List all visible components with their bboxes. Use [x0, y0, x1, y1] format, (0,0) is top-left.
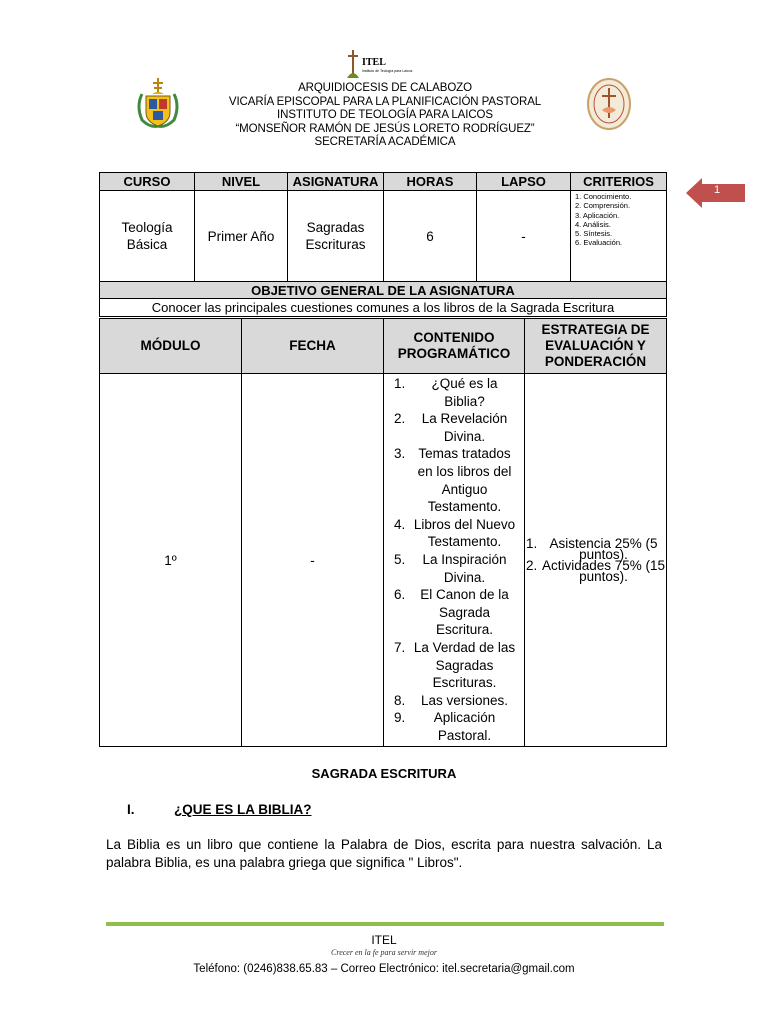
objective-title: OBJETIVO GENERAL DE LA ASIGNATURA [100, 282, 667, 299]
criterio-item: 2. Comprensión. [575, 201, 631, 211]
chapter-heading [127, 802, 312, 817]
estrategia-item: 1. Asistencia 25% (5 puntos). [541, 538, 666, 560]
contenido-item: 7. La Verdad de las Sagradas Escrituras. [409, 639, 518, 692]
institute-seal-logo [584, 76, 634, 132]
criterio-item: 1. Conocimiento. [575, 192, 632, 201]
header-modulo: MÓDULO [100, 319, 242, 374]
criterio-item: 3. Aplicación. [575, 210, 620, 220]
course-info-table [99, 172, 667, 317]
cell-curso: Teología Básica [100, 191, 195, 282]
cell-horas: 6 [384, 191, 477, 282]
header-fecha: FECHA [242, 319, 384, 374]
header-horas: HORAS [384, 173, 477, 191]
contenido-item: 4. Libros del Nuevo Testamento. [409, 516, 518, 551]
estrategia-list [529, 536, 666, 585]
cell-estrategia [525, 374, 667, 747]
contenido-item: 6. El Canon de la Sagrada Escritura. [409, 586, 518, 639]
contenido-item: 5. La Inspiración Divina. [409, 551, 518, 586]
header-curso: CURSO [100, 173, 195, 191]
section-title: SAGRADA ESCRITURA [311, 766, 457, 781]
cell-asignatura: Sagradas Escrituras [288, 191, 384, 282]
footer-rule [106, 922, 664, 926]
cell-fecha: - [242, 374, 384, 747]
header-nivel: NIVEL [195, 173, 288, 191]
module-table [99, 318, 667, 747]
contenido-item: 1. ¿Qué es la Biblia? [409, 375, 518, 410]
header-lapso: LAPSO [477, 173, 571, 191]
cell-criterios [571, 191, 667, 282]
header-line-monsenor: “MONSEÑOR RAMÓN DE JESÚS LORETO RODRÍGUEZ” [235, 122, 535, 135]
contenido-item: 8. Las versiones. [409, 692, 518, 710]
header-institution-block [190, 82, 580, 150]
itel-logo [345, 48, 425, 80]
chapter-heading-text: ¿QUE ES LA BIBLIA? [174, 802, 312, 817]
page-marker-label: 1 [714, 184, 721, 196]
estrategia-item: 2. Actividades 75% (15 puntos). [541, 560, 666, 582]
chapter-heading-number: I. [127, 802, 135, 817]
archdiocese-coat-of-arms-logo [132, 76, 184, 132]
body-paragraph: La Biblia es un libro que contiene la Palabra de Dios, escrita para nuestra salvación. La palabra Biblia, es una palabra griega que significa " Libros". [106, 837, 662, 870]
cell-nivel: Primer Año [195, 191, 288, 282]
header-line-archdiocese: ARQUIDIOCESIS DE CALABOZO [298, 82, 472, 94]
criterio-item: 6. Evaluación. [575, 238, 623, 248]
itel-logo-text: ITEL [362, 57, 386, 68]
footer-motto: Crecer en la fe para servir mejor [331, 948, 437, 957]
itel-logo-subtext: Instituto de Teología para Laicos [362, 69, 413, 73]
criterio-item: 5. Síntesis. [575, 229, 613, 239]
criterio-item: 4. Análisis. [575, 219, 611, 229]
footer-org: ITEL [371, 933, 397, 947]
cell-lapso: - [477, 191, 571, 282]
header-asignatura: ASIGNATURA [288, 173, 384, 191]
header-line-vicariate: VICARÍA EPISCOPAL PARA LA PLANIFICACIÓN PASTORAL [228, 95, 542, 108]
contenido-item: 2. La Revelación Divina. [409, 410, 518, 445]
contenido-item: 3. Temas tratados en los libros del Antiguo Testamento. [409, 445, 518, 515]
header-criterios: CRITERIOS [571, 173, 667, 191]
cell-contenido [384, 374, 525, 747]
header-line-secretariat: SECRETARÍA ACADÉMICA [314, 136, 456, 148]
cell-modulo: 1º [100, 374, 242, 747]
objective-text: Conocer las principales cuestiones comunes a los libros de la Sagrada Escritura [100, 299, 667, 317]
header-contenido: CONTENIDO PROGRAMÁTICO [384, 319, 525, 374]
contenido-list [387, 375, 518, 744]
criterios-list [571, 191, 666, 248]
footer-contact: Teléfono: (0246)838.65.83 – Correo Electrónico: itel.secretaria@gmail.com [193, 963, 575, 975]
contenido-item: 9. Aplicación Pastoral. [409, 709, 518, 744]
header-estrategia: ESTRATEGIA DE EVALUACIÓN Y PONDERACIÓN [525, 319, 667, 374]
header-line-institute: INSTITUTO DE TEOLOGÍA PARA LAICOS [277, 109, 493, 121]
